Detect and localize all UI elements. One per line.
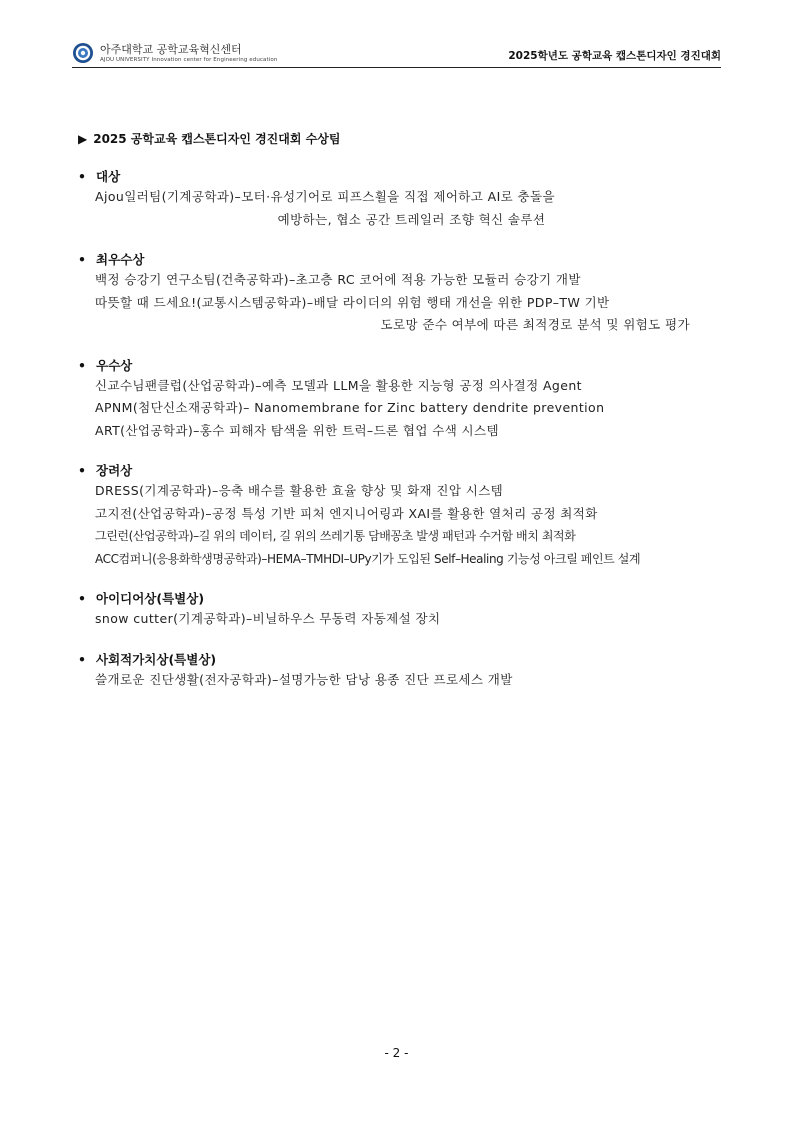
category-title: 우수상 <box>96 357 133 373</box>
award-category-idea-special <box>78 590 728 631</box>
award-category-excellence-grand <box>78 251 728 337</box>
award-entry: 따뜻할 때 드세요!(교통시스템공학과)–배달 라이더의 위험 행태 개선을 위한 PDP–TW 기반 <box>95 294 610 310</box>
award-entry: APNM(첨단신소재공학과)– Nanomembrane for Zinc battery dendrite prevention <box>95 400 605 415</box>
category-title: 대상 <box>96 169 121 184</box>
bullet-icon: • <box>78 651 86 667</box>
header-divider <box>72 67 721 68</box>
award-category-excellence <box>78 357 728 443</box>
triangle-marker-icon: ▶ <box>78 132 88 146</box>
awards-list <box>78 168 728 711</box>
section-title: 2025 공학교육 캡스톤디자인 경진대회 수상팀 <box>93 132 341 146</box>
bullet-icon: • <box>78 252 86 267</box>
bullet-icon: • <box>78 463 86 478</box>
page-header <box>72 38 721 68</box>
category-title: 장려상 <box>96 463 133 478</box>
award-entry: 그린런(산업공학과)–길 위의 데이터, 길 위의 쓰레기통 담배꽁초 발생 패턴과 수거함 배치 최적화 <box>95 529 576 543</box>
award-entry: ACC컴퍼니(응용화학생명공학과)–HEMA–TMHDI–UPy기가 도입된 Self–Healing 기능성 아크릴 페인트 설계 <box>95 551 641 566</box>
award-entry: 쓸개로운 진단생활(전자공학과)–설명가능한 담낭 용종 진단 프로세스 개발 <box>95 671 513 687</box>
award-entry: 고지전(산업공학과)–공정 특성 기반 피처 엔지니어링과 XAI를 활용한 열처리 공정 최적화 <box>95 505 598 521</box>
bullet-icon: • <box>78 357 86 373</box>
ajou-university-emblem-icon <box>72 42 94 64</box>
organization-name-korean: 아주대학교 공학교육혁신센터 <box>100 43 242 56</box>
category-title: 사회적가치상(특별상) <box>96 651 217 667</box>
category-title: 아이디어상(특별상) <box>96 591 205 606</box>
award-entry-continuation: 예방하는, 협소 공간 트레일러 조향 혁신 솔루션 <box>277 211 546 227</box>
award-entry: Ajou일러팀(기계공학과)–모터·유성기어로 피프스휠을 직접 제어하고 AI로 충돌을 <box>95 189 555 204</box>
award-entry-continuation: 도로망 준수 여부에 따른 최적경로 분석 및 위험도 평가 <box>380 317 690 332</box>
category-title: 최우수상 <box>96 252 145 267</box>
award-category-encouragement <box>78 462 728 570</box>
award-entry: 백정 승강기 연구소팀(건축공학과)–초고층 RC 코어에 적용 가능한 모듈러 승강기 개발 <box>95 272 581 287</box>
award-entry: snow cutter(기계공학과)–비닐하우스 무동력 자동제설 장치 <box>95 611 441 626</box>
organization-name <box>100 43 277 64</box>
award-entry: ART(산업공학과)–홍수 피해자 탐색을 위한 트럭–드론 협업 수색 시스템 <box>95 422 499 438</box>
organization-name-english: AJOU UNIVERSITY Innovation center for Engineering education <box>100 57 278 63</box>
award-category-social-value-special <box>78 651 728 692</box>
bullet-icon: • <box>78 591 86 606</box>
bullet-icon: • <box>78 169 86 184</box>
award-entry: 신교수님팬클럽(산업공학과)–예측 모델과 LLM을 활용한 지능형 공정 의사결정 Agent <box>95 377 582 393</box>
section-heading <box>78 130 340 147</box>
page-number: - 2 - <box>384 1046 409 1060</box>
award-entry: DRESS(기계공학과)–응축 배수를 활용한 효율 향상 및 화재 진압 시스템 <box>95 483 504 498</box>
event-title: 2025학년도 공학교육 캡스톤디자인 경진대회 <box>508 50 721 62</box>
award-category-grand-prize <box>78 168 728 231</box>
